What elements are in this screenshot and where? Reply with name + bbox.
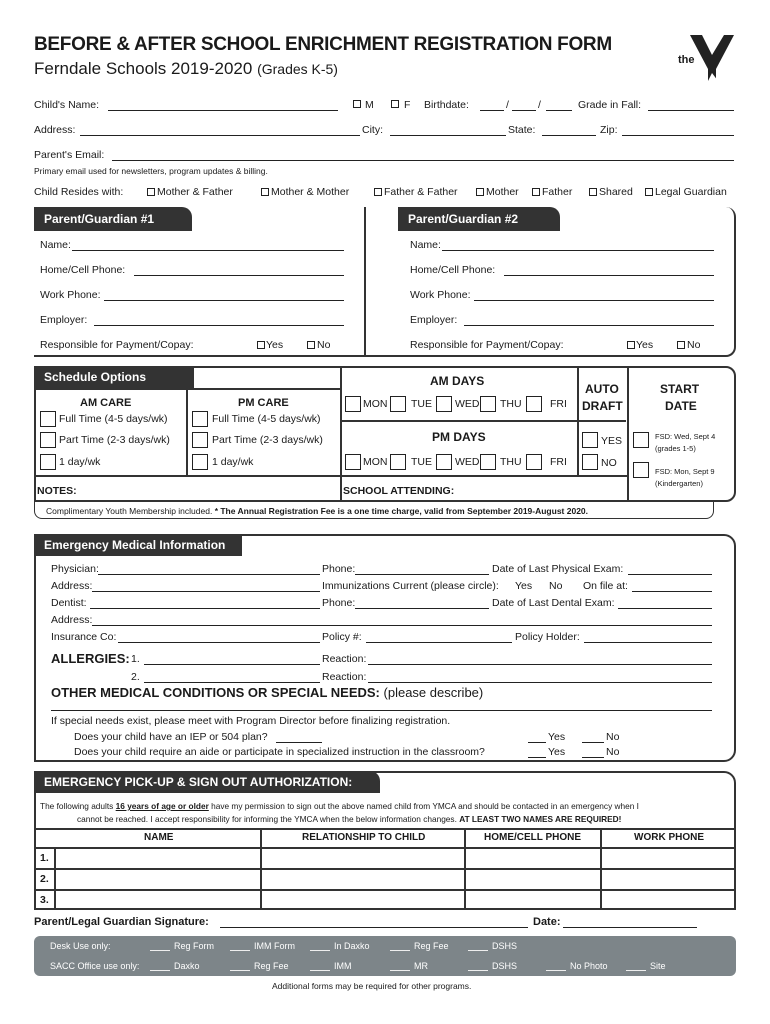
resides-checkbox[interactable] [645, 188, 653, 196]
pm-tue-checkbox[interactable] [390, 454, 406, 470]
option-label: Part Time (2-3 days/wk) [212, 434, 323, 446]
am-mon-checkbox[interactable] [345, 396, 361, 412]
g1-payment-label: Responsible for Payment/Copay: [40, 339, 194, 351]
address-label: Address: [34, 124, 76, 136]
no-label: No [606, 746, 620, 758]
g1-home-field[interactable] [134, 275, 344, 276]
option-label: Full Time (4-5 days/wk) [59, 413, 168, 425]
email-note: Primary email used for newsletters, program updates & billing. [34, 166, 268, 176]
yes-label: Yes [636, 339, 654, 351]
day-label: TUE [411, 398, 432, 410]
office-item: IMM [334, 961, 352, 971]
desk-use-label: Desk Use only: [50, 941, 111, 951]
fsd-label: (Kindergarten) [655, 479, 703, 488]
signature-date-field[interactable] [563, 927, 697, 928]
am-parttime-checkbox[interactable] [40, 432, 56, 448]
table-row-number: 3. [40, 894, 49, 906]
resides-checkbox[interactable] [476, 188, 484, 196]
address-label: Address: [51, 614, 93, 626]
guardian2-heading: Parent/Guardian #2 [398, 207, 560, 231]
state-label: State: [508, 124, 536, 136]
g2-employer-label: Employer: [410, 314, 458, 326]
g1-home-label: Home/Cell Phone: [40, 264, 126, 276]
office-item: Daxko [174, 961, 200, 971]
office-item: Reg Form [174, 941, 215, 951]
female-checkbox[interactable] [391, 100, 399, 108]
dentist-field[interactable] [90, 608, 320, 609]
zip-field[interactable] [622, 135, 734, 136]
day-label: THU [500, 398, 522, 410]
option-label: 1 day/wk [59, 456, 101, 468]
office-item: DSHS [492, 941, 518, 951]
yes-label: Yes [548, 731, 566, 743]
pm-fri-checkbox[interactable] [526, 454, 542, 470]
yes-label: Yes [548, 746, 566, 758]
parent-email-label: Parent's Email: [34, 149, 105, 161]
g2-home-field[interactable] [504, 275, 714, 276]
g1-employer-field[interactable] [94, 325, 344, 326]
pickup-instructions: cannot be reached. I accept responsibility for informing the YMCA when the below information changes. AT LEAST TWO NAMES ARE REQUIRED! [77, 814, 622, 824]
sacc-use-label: SACC Office use only: [50, 961, 140, 971]
col-header-home-phone: HOME/CELL PHONE [484, 832, 582, 843]
option-label: Full Time (4-5 days/wk) [212, 413, 321, 425]
pm-fulltime-checkbox[interactable] [192, 411, 208, 427]
physician-label: Physician: [51, 563, 99, 575]
g2-name-label: Name: [410, 239, 441, 251]
col-header-relationship: RELATIONSHIP TO CHILD [302, 832, 426, 843]
pm-care-heading: PM CARE [238, 397, 289, 409]
g2-yes-checkbox[interactable] [627, 341, 635, 349]
office-item: Reg Fee [414, 941, 449, 951]
allergy-2-field[interactable] [144, 682, 320, 683]
birthdate-sep: / [506, 99, 509, 111]
form-subtitle: Ferndale Schools 2019-2020 (Grades K-5) [34, 59, 338, 78]
no-label: NO [601, 457, 617, 469]
day-label: WED [455, 456, 480, 468]
day-label: THU [500, 456, 522, 468]
resides-option: Legal Guardian [655, 186, 727, 198]
day-label: MON [363, 456, 388, 468]
phone-label: Phone: [322, 563, 356, 575]
pm-parttime-checkbox[interactable] [192, 432, 208, 448]
child-name-label: Child's Name: [34, 99, 100, 111]
conditions-field[interactable] [51, 710, 712, 711]
signature-date-label: Date: [533, 916, 561, 928]
am-days-heading: AM DAYS [430, 374, 485, 388]
g2-payment-label: Responsible for Payment/Copay: [410, 339, 564, 351]
office-item: DSHS [492, 961, 518, 971]
zip-label: Zip: [600, 124, 618, 136]
reaction-label: Reaction: [322, 671, 367, 683]
fsd-label: (grades 1-5) [655, 444, 696, 453]
iep-yes-field[interactable] [528, 742, 546, 743]
reaction-label: Reaction: [322, 653, 367, 665]
resides-label: Child Resides with: [34, 186, 124, 198]
office-item: MR [414, 961, 428, 971]
office-item: Reg Fee [254, 961, 289, 971]
day-label: WED [455, 398, 480, 410]
pickup-heading: EMERGENCY PICK-UP & SIGN OUT AUTHORIZATION: [34, 771, 380, 793]
col-header-work-phone: WORK PHONE [634, 832, 704, 843]
no-label: No [687, 339, 701, 351]
resides-checkbox[interactable] [374, 188, 382, 196]
table-row-number: 2. [40, 873, 49, 885]
immunizations-label: Immunizations Current (please circle): [322, 580, 499, 592]
immunizations-no[interactable]: No [549, 580, 563, 592]
resides-checkbox[interactable] [261, 188, 269, 196]
yes-label: YES [601, 435, 623, 447]
start-date-heading: START [660, 382, 700, 396]
address-label: Address: [51, 580, 93, 592]
allergy-number: 2. [131, 671, 140, 683]
allergy-number: 1. [131, 653, 140, 665]
physician-field[interactable] [98, 574, 320, 575]
state-field[interactable] [542, 135, 596, 136]
am-fri-checkbox[interactable] [526, 396, 542, 412]
g1-employer-label: Employer: [40, 314, 88, 326]
pm-mon-checkbox[interactable] [345, 454, 361, 470]
fsd-label: FSD: Wed, Sept 4 [655, 432, 716, 441]
g1-name-label: Name: [40, 239, 71, 251]
resides-checkbox[interactable] [147, 188, 155, 196]
pm-days-heading: PM DAYS [432, 430, 486, 444]
auto-draft-no-checkbox[interactable] [582, 454, 598, 470]
insurance-field[interactable] [118, 642, 320, 643]
ymca-logo: the [672, 33, 736, 83]
day-label: FRI [550, 456, 567, 468]
male-label: M [365, 99, 374, 111]
policy-holder-label: Policy Holder: [515, 631, 580, 643]
special-needs-note: If special needs exist, please meet with Program Director before finalizing registration. [51, 715, 451, 727]
no-label: No [317, 339, 331, 351]
reaction-1-field[interactable] [368, 664, 712, 665]
on-file-label: On file at: [583, 580, 628, 592]
address-field[interactable] [80, 135, 360, 136]
conditions-label: OTHER MEDICAL CONDITIONS OR SPECIAL NEEDS: (please describe) [51, 685, 484, 700]
policy-field[interactable] [366, 642, 512, 643]
resides-option: Father [542, 186, 573, 198]
am-thu-checkbox[interactable] [480, 396, 496, 412]
on-file-field[interactable] [632, 591, 712, 592]
pm-1day-checkbox[interactable] [192, 454, 208, 470]
iep-field[interactable] [276, 742, 322, 743]
start-date-heading: DATE [665, 399, 697, 413]
fsd-mon-checkbox[interactable] [633, 462, 649, 478]
g2-home-label: Home/Cell Phone: [410, 264, 496, 276]
resides-checkbox[interactable] [532, 188, 540, 196]
auto-draft-heading: DRAFT [582, 399, 623, 413]
auto-draft-yes-checkbox[interactable] [582, 432, 598, 448]
reaction-2-field[interactable] [368, 682, 712, 683]
footer-note: Additional forms may be required for other programs. [272, 981, 472, 991]
signature-field[interactable] [220, 927, 528, 928]
insurance-label: Insurance Co: [51, 631, 117, 643]
resides-checkbox[interactable] [589, 188, 597, 196]
birth-year-field[interactable] [546, 110, 572, 111]
am-tue-checkbox[interactable] [390, 396, 406, 412]
resides-option: Mother [486, 186, 519, 198]
birth-month-field[interactable] [480, 110, 504, 111]
g1-name-field[interactable] [72, 250, 344, 251]
am-fulltime-checkbox[interactable] [40, 411, 56, 427]
birthdate-sep: / [538, 99, 541, 111]
day-label: MON [363, 398, 388, 410]
g1-work-label: Work Phone: [40, 289, 101, 301]
iep-question: Does your child have an IEP or 504 plan? [74, 731, 268, 743]
grade-label: Grade in Fall: [578, 99, 642, 111]
am-care-heading: AM CARE [80, 397, 132, 409]
child-name-field[interactable] [108, 110, 338, 111]
physician-address-field[interactable] [92, 591, 320, 592]
day-label: FRI [550, 398, 567, 410]
office-item: No Photo [570, 961, 608, 971]
g2-no-checkbox[interactable] [677, 341, 685, 349]
grade-field[interactable] [648, 110, 734, 111]
allergies-label: ALLERGIES: [51, 651, 130, 666]
birthdate-label: Birthdate: [424, 99, 469, 111]
g2-work-label: Work Phone: [410, 289, 471, 301]
fee-note: Complimentary Youth Membership included. * The Annual Registration Fee is a one time charge, valid from September 2019-August 2020. [46, 506, 589, 516]
last-physical-field[interactable] [628, 574, 712, 575]
parent-email-field[interactable] [112, 160, 734, 161]
pickup-table [36, 828, 734, 909]
physician-phone-field[interactable] [355, 574, 489, 575]
city-field[interactable] [390, 135, 506, 136]
last-dental-label: Date of Last Dental Exam: [492, 597, 615, 609]
g2-employer-field[interactable] [464, 325, 714, 326]
notes-label: NOTES: [37, 485, 77, 497]
fsd-label: FSD: Mon, Sept 9 [655, 467, 715, 476]
dentist-phone-field[interactable] [355, 608, 489, 609]
medical-section [34, 534, 736, 762]
pm-wed-checkbox[interactable] [436, 454, 452, 470]
no-label: No [606, 731, 620, 743]
yes-label: Yes [266, 339, 284, 351]
medical-heading: Emergency Medical Information [34, 534, 242, 556]
pickup-instructions: The following adults 16 years of age or older have my permission to sign out the above named child from YMCA and should be contacted in an emergency when I [40, 801, 639, 811]
option-label: 1 day/wk [212, 456, 254, 468]
dentist-address-field[interactable] [92, 625, 712, 626]
aide-question: Does your child require an aide or participate in specialized instruction in the classroom? [74, 746, 485, 758]
policy-holder-field[interactable] [584, 642, 712, 643]
allergy-1-field[interactable] [144, 664, 320, 665]
form-title: BEFORE & AFTER SCHOOL ENRICHMENT REGISTRATION FORM [34, 34, 612, 55]
female-label: F [404, 99, 411, 111]
male-checkbox[interactable] [353, 100, 361, 108]
am-wed-checkbox[interactable] [436, 396, 452, 412]
table-row-number: 1. [40, 852, 49, 864]
office-item: Site [650, 961, 666, 971]
office-item: IMM Form [254, 941, 295, 951]
g2-work-field[interactable] [474, 300, 714, 301]
g1-no-checkbox[interactable] [307, 341, 315, 349]
col-header-name: NAME [144, 832, 174, 843]
last-physical-label: Date of Last Physical Exam: [492, 563, 624, 575]
fsd-wed-checkbox[interactable] [633, 432, 649, 448]
pm-thu-checkbox[interactable] [480, 454, 496, 470]
day-label: TUE [411, 456, 432, 468]
am-1day-checkbox[interactable] [40, 454, 56, 470]
policy-label: Policy #: [322, 631, 362, 643]
resides-option: Mother & Mother [271, 186, 350, 198]
aide-yes-field[interactable] [528, 757, 546, 758]
schedule-heading: Schedule Options [34, 366, 194, 388]
g1-yes-checkbox[interactable] [257, 341, 265, 349]
birth-day-field[interactable] [512, 110, 536, 111]
office-item: In Daxko [334, 941, 370, 951]
auto-draft-heading: AUTO [585, 382, 619, 396]
resides-option: Mother & Father [157, 186, 233, 198]
immunizations-yes[interactable]: Yes [515, 580, 533, 592]
school-attending-label: SCHOOL ATTENDING: [343, 485, 455, 497]
option-label: Part Time (2-3 days/wk) [59, 434, 170, 446]
aide-no-field[interactable] [582, 757, 604, 758]
signature-label: Parent/Legal Guardian Signature: [34, 916, 209, 928]
resides-option: Father & Father [384, 186, 458, 198]
g2-name-field[interactable] [442, 250, 714, 251]
g1-work-field[interactable] [104, 300, 344, 301]
guardian1-heading: Parent/Guardian #1 [34, 207, 192, 231]
resides-option: Shared [599, 186, 633, 198]
iep-no-field[interactable] [582, 742, 604, 743]
city-label: City: [362, 124, 383, 136]
dentist-label: Dentist: [51, 597, 87, 609]
phone-label: Phone: [322, 597, 356, 609]
last-dental-field[interactable] [618, 608, 712, 609]
